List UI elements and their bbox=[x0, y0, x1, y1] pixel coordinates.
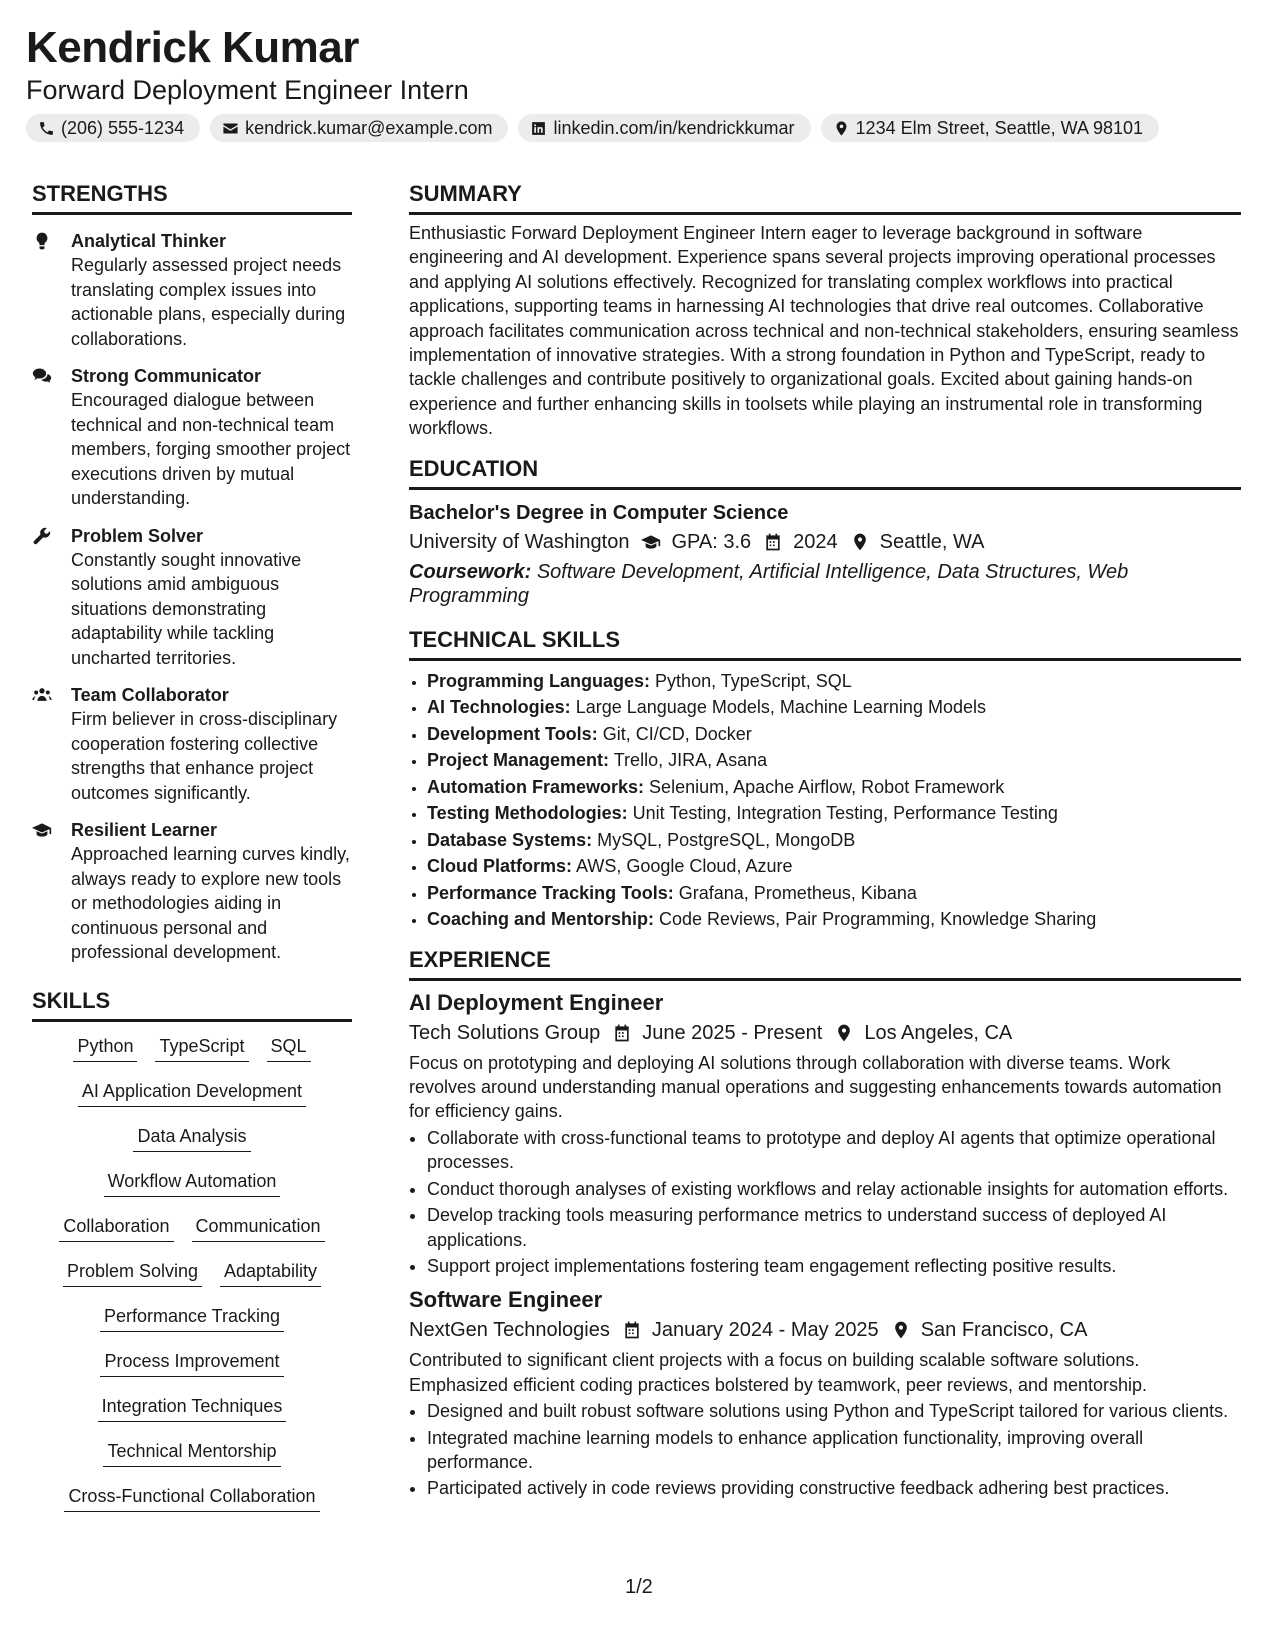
skill-tag: SQL bbox=[267, 1034, 311, 1062]
coursework-label: Coursework: bbox=[409, 560, 532, 583]
phone-icon bbox=[38, 120, 55, 137]
job-entry bbox=[409, 1286, 1241, 1500]
skill-value: MySQL, PostgreSQL, MongoDB bbox=[597, 829, 856, 850]
graduation-cap-icon bbox=[32, 820, 52, 840]
list-item bbox=[427, 669, 1241, 694]
contact-phone-text: (206) 555-1234 bbox=[61, 117, 185, 138]
company-name: NextGen Technologies bbox=[409, 1319, 610, 1342]
skill-label: AI Technologies: bbox=[427, 697, 571, 718]
skill-value: Python, TypeScript, SQL bbox=[655, 670, 852, 691]
job-meta bbox=[409, 1316, 1241, 1344]
education-heading: EDUCATION bbox=[409, 455, 1241, 490]
list-item bbox=[427, 775, 1241, 800]
calendar-icon bbox=[763, 532, 783, 552]
experience-heading: EXPERIENCE bbox=[409, 946, 1241, 981]
skill-value: Git, CI/CD, Docker bbox=[602, 723, 752, 744]
summary-text: Enthusiastic Forward Deployment Engineer Intern eager to leverage background in software engineering and AI development. Experience spans several projects improving operational processes and applying AI solutions effectively. Recognized for translating complex workflows into practical applications, supporting teams in harnessing AI technologies that drive real outcomes. Collaborative approach facilitates communication across technical and non-technical stakeholders, ensuring seamless implementation of innovative strategies. With a strong foundation in Python and TypeScript, ready to tackle challenges and contribute positively to organizational goals. Excited about gaining hands-on experience and further enhancing skills in toolsets while playing an instrumental role in transforming workflows. bbox=[409, 223, 1239, 439]
strength-title: Team Collaborator bbox=[71, 685, 229, 705]
technical-skills-list bbox=[409, 669, 1241, 932]
strength-desc: Encouraged dialogue between technical and non-technical team members, forging smoother project executions driven by mutual understanding. bbox=[71, 390, 351, 508]
list-item bbox=[427, 854, 1241, 879]
skill-tag: Cross-Functional Collaboration bbox=[64, 1484, 319, 1512]
skill-label: Performance Tracking Tools: bbox=[427, 882, 674, 903]
skill-label: Automation Frameworks: bbox=[427, 776, 645, 797]
list-item: • Conduct thorough analyses of existing workflows and relay actionable insights for automation efforts. bbox=[427, 1177, 1241, 1201]
job-location: San Francisco, CA bbox=[920, 1319, 1088, 1342]
school-name: University of Washington bbox=[409, 530, 630, 553]
skill-tag: Performance Tracking bbox=[100, 1304, 284, 1332]
skill-tag: Process Improvement bbox=[100, 1349, 283, 1377]
strength-item bbox=[32, 818, 352, 965]
coursework-list: Software Development, Artificial Intelligence, Data Structures, Web Programming bbox=[409, 560, 1129, 607]
contact-email-text: kendrick.kumar@example.com bbox=[245, 117, 493, 138]
strength-desc: Firm believer in cross-disciplinary cooperation fostering collective strengths that enhance project outcomes significantly. bbox=[71, 709, 338, 803]
map-pin-icon bbox=[850, 532, 870, 552]
page-number: 1/2 bbox=[625, 1576, 653, 1598]
job-title: AI Deployment Engineer bbox=[409, 989, 664, 1015]
skill-tag: Adaptability bbox=[220, 1259, 321, 1287]
skill-value: Trello, JIRA, Asana bbox=[613, 750, 768, 771]
company-name: Tech Solutions Group bbox=[409, 1021, 601, 1044]
strength-desc: Approached learning curves kindly, always ready to explore new tools or methodologies aiding in continuous personal and professional development. bbox=[71, 844, 350, 962]
list-item: • Collaborate with cross-functional teams to prototype and deploy AI agents that optimize operational processes. bbox=[427, 1126, 1241, 1175]
candidate-name: Kendrick Kumar bbox=[26, 23, 359, 72]
skills-tags bbox=[32, 1034, 352, 1529]
contact-email[interactable] bbox=[210, 114, 508, 142]
skill-tag: Integration Techniques bbox=[98, 1394, 287, 1422]
strength-desc: Constantly sought innovative solutions amid ambiguous situations demonstrating adaptability while tackling uncharted territories. bbox=[71, 549, 302, 668]
list-item bbox=[427, 722, 1241, 747]
skill-tag: TypeScript bbox=[155, 1034, 248, 1062]
contact-address-text: 1234 Elm Street, Seattle, WA 98101 bbox=[855, 117, 1144, 138]
list-item bbox=[427, 828, 1241, 853]
calendar-icon bbox=[622, 1320, 642, 1340]
strengths-heading: STRENGTHS bbox=[32, 180, 352, 215]
job-description: Contributed to significant client projects with a focus on building scalable software solutions. Emphasized efficient coding practices bolstered by teamwork, peer reviews, and mentorship. bbox=[409, 1350, 1148, 1395]
job-bullets bbox=[409, 1399, 1241, 1501]
graduation-cap-icon bbox=[641, 532, 661, 552]
skill-value: Selenium, Apache Airflow, Robot Framework bbox=[649, 776, 1005, 797]
skill-label: Development Tools: bbox=[427, 723, 598, 744]
list-item: • Participated actively in code reviews providing constructive feedback adhering best practices. bbox=[427, 1476, 1241, 1500]
map-pin-icon bbox=[834, 1023, 854, 1043]
list-item: • Designed and built robust software solutions using Python and TypeScript tailored for various clients. bbox=[427, 1399, 1241, 1423]
strength-title: Resilient Learner bbox=[71, 820, 218, 840]
strength-title: Analytical Thinker bbox=[71, 231, 227, 251]
wrench-icon bbox=[32, 526, 52, 546]
skills-heading: SKILLS bbox=[32, 987, 352, 1022]
job-title: Software Engineer bbox=[409, 1287, 603, 1313]
left-column bbox=[32, 180, 352, 1529]
education-meta bbox=[409, 528, 1241, 556]
job-meta bbox=[409, 1019, 1241, 1047]
users-icon bbox=[32, 685, 52, 705]
school-location: Seattle, WA bbox=[879, 530, 985, 553]
skill-value: AWS, Google Cloud, Azure bbox=[576, 856, 793, 877]
contact-linkedin[interactable] bbox=[518, 114, 810, 142]
strength-item bbox=[32, 229, 352, 351]
skill-tag: Python bbox=[73, 1034, 137, 1062]
strength-item bbox=[32, 364, 352, 511]
list-item: • Integrated machine learning models to enhance application functionality, improving overall performance. bbox=[427, 1426, 1241, 1475]
skill-label: Programming Languages: bbox=[427, 670, 651, 691]
candidate-role: Forward Deployment Engineer Intern bbox=[26, 75, 469, 105]
job-entry bbox=[409, 989, 1241, 1279]
list-item bbox=[427, 801, 1241, 826]
list-item bbox=[427, 881, 1241, 906]
map-pin-icon bbox=[891, 1320, 911, 1340]
contact-bar bbox=[26, 114, 1159, 142]
skill-tag: AI Application Development bbox=[78, 1079, 306, 1107]
linkedin-icon bbox=[530, 120, 547, 137]
skill-tag: Collaboration bbox=[59, 1214, 173, 1242]
comments-icon bbox=[32, 366, 52, 386]
skill-tag: Communication bbox=[192, 1214, 325, 1242]
technical-skills-heading: TECHNICAL SKILLS bbox=[409, 626, 1241, 661]
list-item: • Support project implementations fostering team engagement reflecting positive results. bbox=[427, 1254, 1241, 1278]
list-item bbox=[427, 907, 1241, 932]
map-pin-icon bbox=[833, 120, 850, 137]
contact-phone[interactable] bbox=[26, 114, 200, 142]
list-item bbox=[427, 748, 1241, 773]
skill-tag: Technical Mentorship bbox=[103, 1439, 280, 1467]
strength-item bbox=[32, 524, 352, 671]
strength-item bbox=[32, 683, 352, 805]
skill-label: Testing Methodologies: bbox=[427, 803, 628, 824]
skill-label: Database Systems: bbox=[427, 829, 593, 850]
job-dates: January 2024 - May 2025 bbox=[651, 1319, 879, 1342]
skill-value: Unit Testing, Integration Testing, Performance Testing bbox=[632, 803, 1058, 824]
job-dates: June 2025 - Present bbox=[642, 1021, 823, 1044]
gpa: GPA: 3.6 bbox=[671, 530, 752, 553]
skill-label: Cloud Platforms: bbox=[427, 856, 573, 877]
strength-desc: Regularly assessed project needs translating complex issues into actionable plans, especially during collaborations. bbox=[71, 255, 346, 349]
skill-label: Project Management: bbox=[427, 750, 610, 771]
degree-title: Bachelor's Degree in Computer Science bbox=[409, 501, 789, 524]
skill-value: Grafana, Prometheus, Kibana bbox=[678, 882, 917, 903]
lightbulb-icon bbox=[32, 231, 52, 251]
graduation-year: 2024 bbox=[793, 530, 838, 553]
list-item: • Develop tracking tools measuring performance metrics to understand success of deployed AI applications. bbox=[427, 1203, 1241, 1252]
strength-title: Problem Solver bbox=[71, 525, 204, 546]
coursework bbox=[409, 560, 1241, 608]
contact-address[interactable] bbox=[821, 114, 1160, 142]
contact-linkedin-text: linkedin.com/in/kendrickkumar bbox=[553, 117, 795, 138]
job-location: Los Angeles, CA bbox=[864, 1021, 1013, 1044]
list-item bbox=[427, 695, 1241, 720]
job-description: Focus on prototyping and deploying AI solutions through collaboration with diverse teams. Work revolves around understanding manual operations and suggesting enhancements towards automation for efficiency gains. bbox=[409, 1052, 1222, 1122]
skill-tag: Workflow Automation bbox=[104, 1169, 281, 1197]
strength-title: Strong Communicator bbox=[71, 366, 262, 386]
right-column bbox=[409, 180, 1241, 1503]
skill-value: Code Reviews, Pair Programming, Knowledge Sharing bbox=[659, 909, 1097, 930]
skill-value: Large Language Models, Machine Learning Models bbox=[575, 697, 986, 718]
skill-label: Coaching and Mentorship: bbox=[427, 909, 654, 930]
calendar-icon bbox=[612, 1023, 632, 1043]
summary-heading: SUMMARY bbox=[409, 180, 1241, 215]
envelope-icon bbox=[222, 120, 239, 137]
skill-tag: Problem Solving bbox=[63, 1259, 202, 1287]
skill-tag: Data Analysis bbox=[133, 1124, 250, 1152]
job-bullets bbox=[409, 1126, 1241, 1278]
